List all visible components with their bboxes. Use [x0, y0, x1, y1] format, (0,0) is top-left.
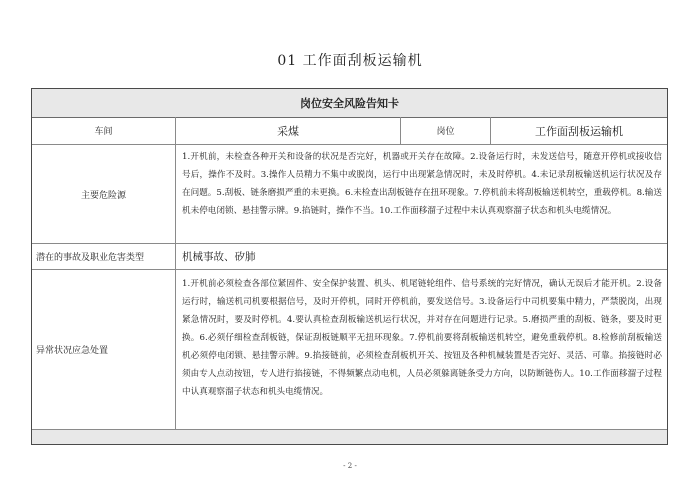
document-title: 01 工作面刮板运输机 [277, 53, 423, 69]
emergency-row [32, 270, 667, 430]
accidents-row [32, 244, 667, 270]
hazards-label: 主要危险源 [32, 145, 176, 243]
post-label: 岗位 [401, 117, 491, 144]
emergency-text: 1.开机前必须检查各部位紧固件、安全保护装置、机头、机尾链轮组件、信号系统的完好情况，确认无误后才能开机。2.设备运行时，输送机司机要根据信号，及时开停机，同时开停机前，要发送信号。3.设备运行中司机要集中精力，严禁脱岗，出现紧急情况时，要及时停机。4.要认真检查刮板输送机运行状况，并对存在问题进行记录。5.磨损严重的刮板、链条，要及时更换。6.必须仔细检查刮板链，保证刮板链顺平无扭环现象。7.停机前要将刮板输送机转空，避免重载停机。8.检修前刮板输送机必须停电闭锁、悬挂警示牌。9.掐接链前，必须检查刮板机开关、按钮及各种机械装置是否完好、灵活、可靠。掐接链时必须由专人点动按钮，专人进行掐接链，不得频繁点动电机，人员必须躲离链条受力方向，以防断链伤人。10.工作面移溜子过程中认真观察溜子状态和机头电缆情况。 [182, 279, 662, 397]
workshop-value: 采煤 [176, 117, 401, 144]
emergency-label: 异常状况应急处置 [32, 270, 176, 429]
accidents-label: 潜在的事故及职业危害类型 [32, 244, 176, 269]
workshop-post-row [32, 117, 667, 145]
card-header: 岗位安全风险告知卡 [32, 89, 667, 118]
hazards-text: 1.开机前，未检查各种开关和设备的状况是否完好，机器或开关存在故障。2.设备运行时，未发送信号，随意开停机或接收信号后，操作不及时。3.操作人员精力不集中或脱岗，运行中出现紧急情况时，未及时停机。4.未记录刮板输送机运行状况及存在问题。5.刮板、链条磨损严重的未更换。6.未检查出刮板链存在扭环现象。7.停机前未将刮板输送机转空，重载停机。8.输送机未停电闭锁、悬挂警示牌。9.掐链时，操作不当。10.工作面移溜子过程中未认真观察溜子状态和机头电缆情况。 [182, 152, 662, 216]
page-number: - 2 - [343, 462, 357, 470]
safety-risk-card [31, 88, 668, 445]
post-value: 工作面刮板运输机 [535, 124, 623, 138]
hazards-row [32, 145, 667, 244]
card-footer-band [32, 430, 667, 444]
accidents-value: 机械事故、矽肺 [182, 251, 256, 263]
workshop-label: 车间 [32, 117, 176, 144]
